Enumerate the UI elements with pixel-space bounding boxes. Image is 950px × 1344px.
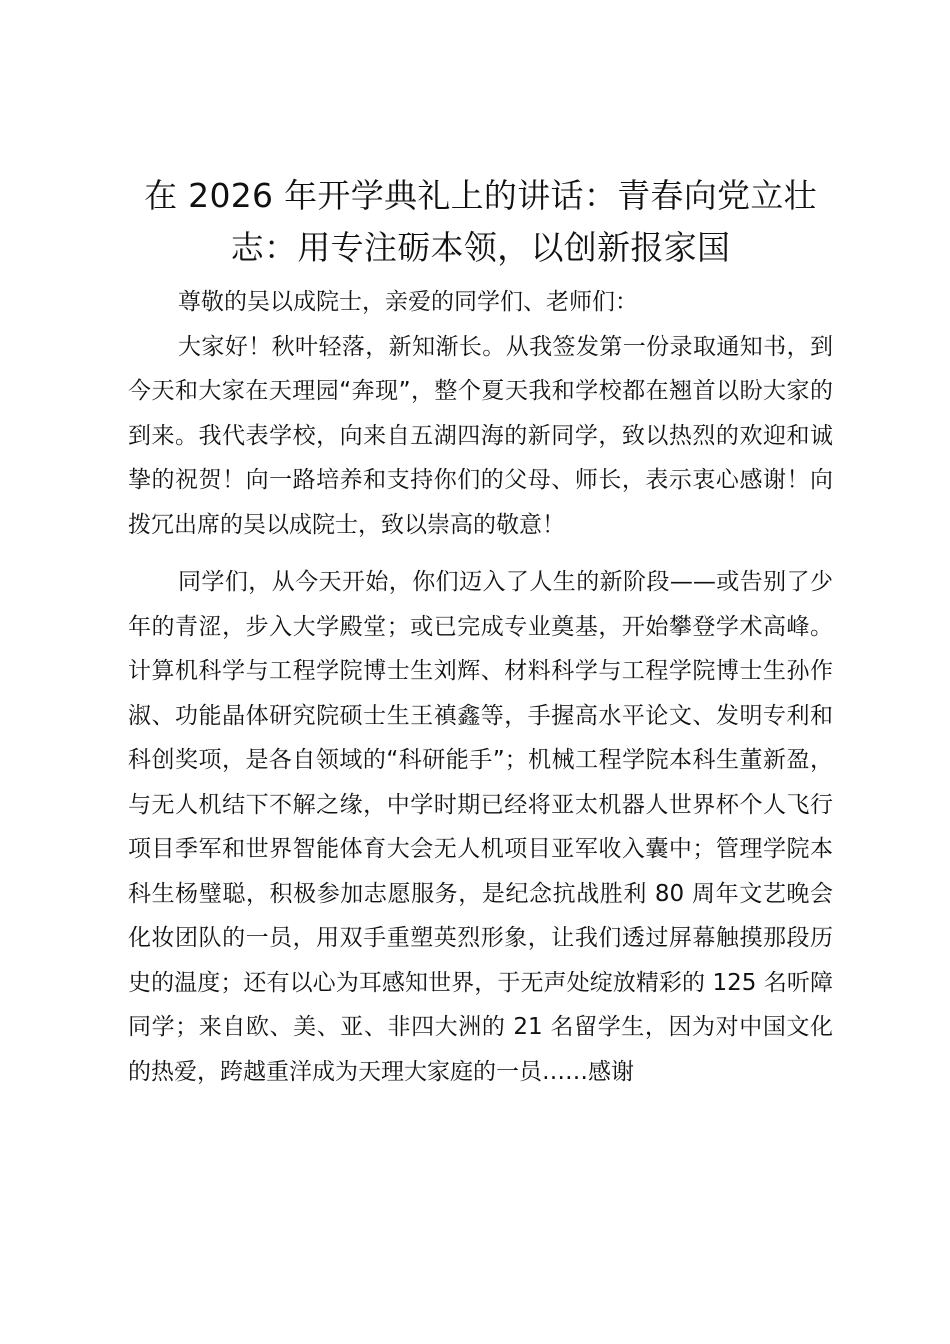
document-page: [128, 170, 833, 1094]
paragraph-2: 同学们，从今天开始，你们迈入了人生的新阶段——或告别了少年的青涩，步入大学殿堂；或已完成专业奠基，开始攀登学术高峰。计算机科学与工程学院博士生刘辉、材料科学与工程学院博士生孙作淑、功能晶体研究院硕士生王禛鑫等，手握高水平论文、发明专利和科创奖项，是各自领域的“科研能手”；机械工程学院本科生董新盈，与无人机结下不解之缘，中学时期已经将亚太机器人世界杯个人飞行项目季军和世界智能体育大会无人机项目亚军收入囊中；管理学院本科生杨璧聪，积极参加志愿服务，是纪念抗战胜利 80 周年文艺晚会化妆团队的一员，用双手重塑英烈形象，让我们透过屏幕触摸那段历史的温度；还有以心为耳感知世界，于无声处绽放精彩的 125 名听障同学；来自欧、美、亚、非四大洲的 21 名留学生，因为对中国文化的热爱，跨越重洋成为天理大家庭的一员……感谢: [128, 569, 833, 1085]
title-line-2: 志：用专注砺本领，以创新报家国: [230, 228, 731, 267]
title-line-1: 在 2026 年开学典礼上的讲话：青春向党立壮: [144, 176, 817, 215]
document-title: [128, 170, 833, 274]
paragraph-1: 大家好！秋叶轻落，新知渐长。从我签发第一份录取通知书，到今天和大家在天理园“奔现”，整个夏天我和学校都在翘首以盼大家的到来。我代表学校，向来自五湖四海的新同学，致以热烈的欢迎和诚挚的祝贺！向一路培养和支持你们的父母、师长，表示衷心感谢！向拨冗出席的吴以成院士，致以崇高的敬意！: [128, 333, 833, 538]
salutation: 尊敬的吴以成院士，亲爱的同学们、老师们：: [178, 289, 638, 315]
